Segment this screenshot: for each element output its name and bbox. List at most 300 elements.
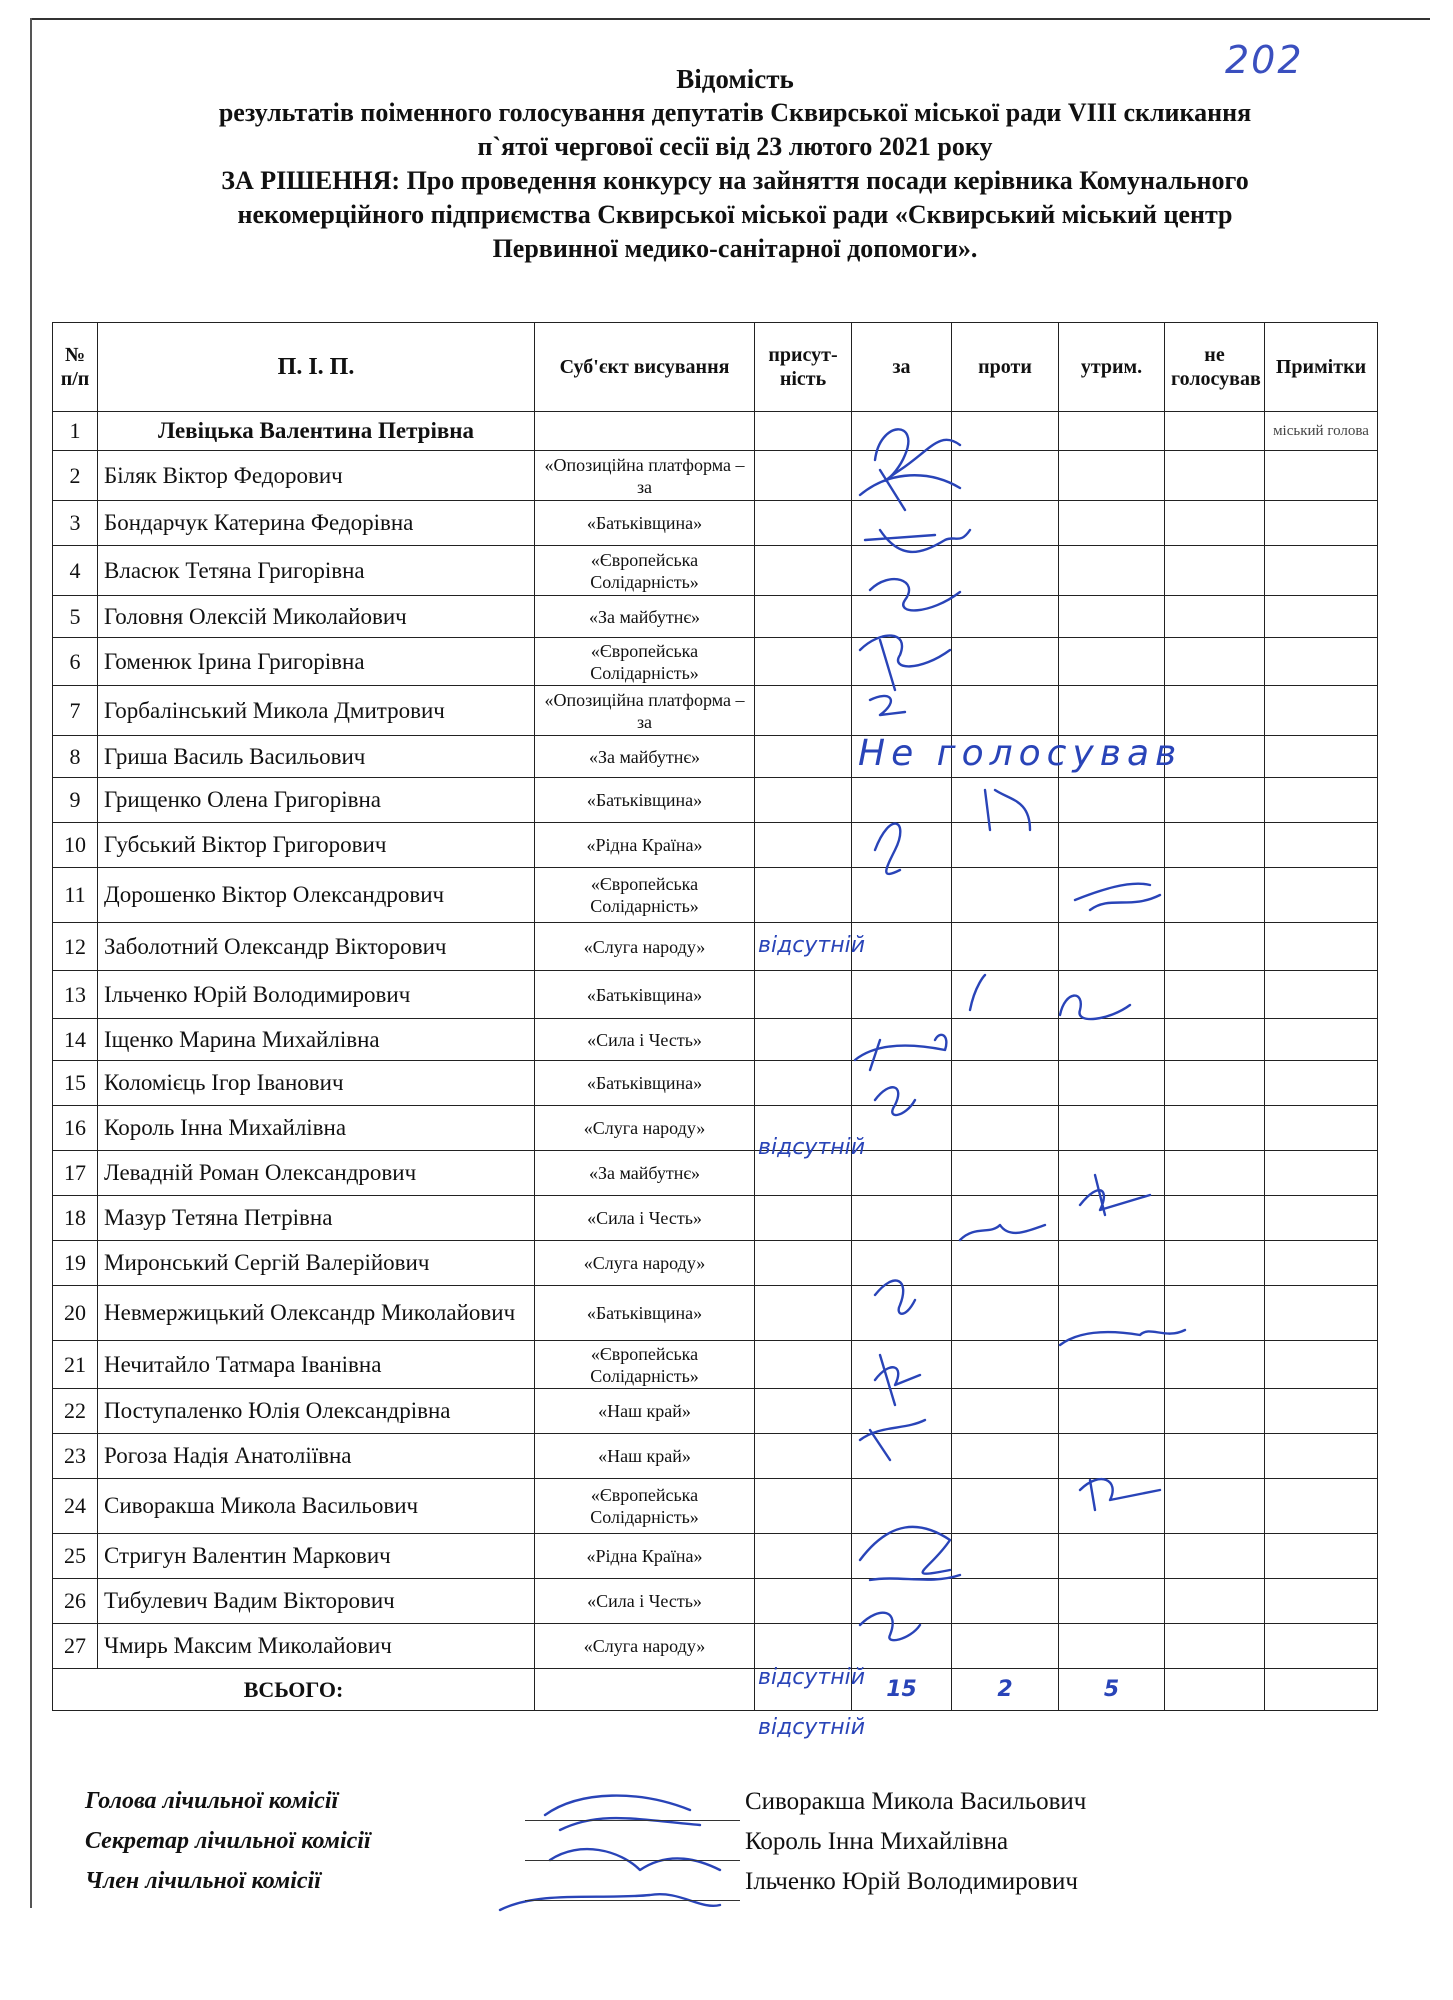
row-party: «Опозиційна платформа – за xyxy=(535,686,755,736)
row-num: 11 xyxy=(53,868,98,923)
row-za xyxy=(852,1389,952,1434)
row-num: 12 xyxy=(53,923,98,971)
table-row xyxy=(53,1624,1378,1669)
row-num: 14 xyxy=(53,1019,98,1061)
row-za xyxy=(852,1061,952,1106)
row-num: 22 xyxy=(53,1389,98,1434)
row-party: «Європейська Солідарність» xyxy=(535,546,755,596)
row-present xyxy=(755,1624,852,1669)
row-utrym xyxy=(1059,778,1165,823)
header-prymitky: Примітки xyxy=(1265,323,1378,412)
row-za xyxy=(852,923,952,971)
row-note xyxy=(1265,868,1378,923)
row-present xyxy=(755,546,852,596)
row-present xyxy=(755,1389,852,1434)
row-utrym xyxy=(1059,823,1165,868)
row-za xyxy=(852,501,952,546)
row-proty xyxy=(952,971,1059,1019)
table-row xyxy=(53,1579,1378,1624)
table-row xyxy=(53,971,1378,1019)
row-ne-golos xyxy=(1165,1019,1265,1061)
doc-subtitle: результатів поіменного голосування депутатів Сквирської міської ради VIII скликання xyxy=(218,98,1252,127)
row-num: 2 xyxy=(53,451,98,501)
table-row xyxy=(53,868,1378,923)
row-ne-golos xyxy=(1165,1241,1265,1286)
row-ne-golos xyxy=(1165,501,1265,546)
row-za xyxy=(852,1479,952,1534)
row-present xyxy=(755,1579,852,1624)
row-utrym xyxy=(1059,1479,1165,1534)
row-party: «Слуга народу» xyxy=(535,1241,755,1286)
row-note: міський голова xyxy=(1265,412,1378,451)
row-proty xyxy=(952,412,1059,451)
row-party xyxy=(535,412,755,451)
commission-role: Секретар лічильної комісії xyxy=(85,1828,371,1854)
table-row xyxy=(53,778,1378,823)
row-note xyxy=(1265,1389,1378,1434)
row-utrym xyxy=(1059,1286,1165,1341)
row-present xyxy=(755,638,852,686)
row-utrym xyxy=(1059,1434,1165,1479)
row-name: Власюк Тетяна Григорівна xyxy=(98,546,535,596)
table-row xyxy=(53,546,1378,596)
row-utrym xyxy=(1059,546,1165,596)
row-num: 10 xyxy=(53,823,98,868)
row-num: 23 xyxy=(53,1434,98,1479)
row-name: Ільченко Юрій Володимирович xyxy=(98,971,535,1019)
table-row xyxy=(53,1106,1378,1151)
header-present: присут-ність xyxy=(755,323,852,412)
row-name: Чмирь Максим Миколайович xyxy=(98,1624,535,1669)
signature-line xyxy=(525,1900,740,1901)
table-row xyxy=(53,923,1378,971)
table-row xyxy=(53,451,1378,501)
row-name: Біляк Віктор Федорович xyxy=(98,451,535,501)
row-present xyxy=(755,686,852,736)
row-party: «Слуга народу» xyxy=(535,1624,755,1669)
table-row xyxy=(53,1061,1378,1106)
row-utrym xyxy=(1059,1579,1165,1624)
row-note xyxy=(1265,638,1378,686)
row-num: 6 xyxy=(53,638,98,686)
row-ne-golos xyxy=(1165,923,1265,971)
row-present xyxy=(755,1434,852,1479)
row-za xyxy=(852,1286,952,1341)
header-proty: проти xyxy=(952,323,1059,412)
row-za xyxy=(852,451,952,501)
commission-role: Член лічильної комісії xyxy=(85,1868,321,1894)
row-name: Стригун Валентин Маркович xyxy=(98,1534,535,1579)
row-present xyxy=(755,868,852,923)
row-note xyxy=(1265,923,1378,971)
row-present xyxy=(755,501,852,546)
row-name: Губський Віктор Григорович xyxy=(98,823,535,868)
vote-table xyxy=(52,322,1378,1711)
row-present xyxy=(755,596,852,638)
row-note xyxy=(1265,1579,1378,1624)
row-name: Коломієць Ігор Іванович xyxy=(98,1061,535,1106)
row-za xyxy=(852,686,952,736)
row-ne-golos xyxy=(1165,778,1265,823)
row-za xyxy=(852,1434,952,1479)
row-party: «Сила і Честь» xyxy=(535,1019,755,1061)
row-ne-golos xyxy=(1165,1579,1265,1624)
row-za xyxy=(852,638,952,686)
row-name: Заболотний Олександр Вікторович xyxy=(98,923,535,971)
row-note xyxy=(1265,778,1378,823)
row-note xyxy=(1265,1019,1378,1061)
row-za xyxy=(852,1196,952,1241)
row-present xyxy=(755,971,852,1019)
row-utrym xyxy=(1059,451,1165,501)
row-num: 25 xyxy=(53,1534,98,1579)
row-za xyxy=(852,778,952,823)
row-note xyxy=(1265,1061,1378,1106)
row-name: Левадній Роман Олександрович xyxy=(98,1151,535,1196)
row-za xyxy=(852,823,952,868)
row-present xyxy=(755,1241,852,1286)
row-za xyxy=(852,1534,952,1579)
row-present xyxy=(755,1341,852,1389)
row-num: 17 xyxy=(53,1151,98,1196)
header-ne-golos: не голосував xyxy=(1165,323,1265,412)
handwritten-absent-11: відсутній xyxy=(758,933,866,958)
row-num: 21 xyxy=(53,1341,98,1389)
row-utrym xyxy=(1059,1389,1165,1434)
row-party: «Опозиційна платформа – за xyxy=(535,451,755,501)
table-row xyxy=(53,1241,1378,1286)
row-note xyxy=(1265,1106,1378,1151)
row-utrym xyxy=(1059,971,1165,1019)
row-party: «Батьківщина» xyxy=(535,1286,755,1341)
row-ne-golos xyxy=(1165,1106,1265,1151)
row-proty xyxy=(952,1534,1059,1579)
commission-person: Король Інна Михайлівна xyxy=(745,1828,1009,1855)
row-name: Дорошенко Віктор Олександрович xyxy=(98,868,535,923)
table-row xyxy=(53,686,1378,736)
row-party: «За майбутнє» xyxy=(535,596,755,638)
row-name: Мазур Тетяна Петрівна xyxy=(98,1196,535,1241)
total-proty: 2 xyxy=(952,1669,1059,1711)
row-ne-golos xyxy=(1165,1341,1265,1389)
row-utrym xyxy=(1059,1151,1165,1196)
row-note xyxy=(1265,1241,1378,1286)
table-header-row xyxy=(53,323,1378,412)
row-proty xyxy=(952,1151,1059,1196)
row-present xyxy=(755,1019,852,1061)
table-row xyxy=(53,596,1378,638)
row-present xyxy=(755,778,852,823)
row-party: «Сила і Честь» xyxy=(535,1579,755,1624)
row-num: 5 xyxy=(53,596,98,638)
row-name: Сиворакша Микола Васильович xyxy=(98,1479,535,1534)
row-proty xyxy=(952,1061,1059,1106)
row-note xyxy=(1265,596,1378,638)
row-za xyxy=(852,412,952,451)
row-proty xyxy=(952,638,1059,686)
table-row xyxy=(53,1389,1378,1434)
row-ne-golos xyxy=(1165,868,1265,923)
handwritten-absent-27: відсутній xyxy=(758,1715,866,1740)
row-proty xyxy=(952,1341,1059,1389)
row-note xyxy=(1265,1479,1378,1534)
row-party: «Сила і Честь» xyxy=(535,1196,755,1241)
row-present xyxy=(755,1061,852,1106)
row-num: 15 xyxy=(53,1061,98,1106)
row-num: 27 xyxy=(53,1624,98,1669)
row-proty xyxy=(952,1434,1059,1479)
row-ne-golos xyxy=(1165,1151,1265,1196)
header-num: № п/п xyxy=(53,323,98,412)
row-proty xyxy=(952,823,1059,868)
total-row xyxy=(53,1669,1378,1711)
commission-person: Ільченко Юрій Володимирович xyxy=(745,1868,1078,1895)
row-note xyxy=(1265,823,1378,868)
doc-decision-3: Первинної медико-санітарної допомоги». xyxy=(492,234,978,263)
row-za xyxy=(852,1579,952,1624)
row-ne-golos xyxy=(1165,1196,1265,1241)
row-name: Головня Олексій Миколайович xyxy=(98,596,535,638)
row-utrym xyxy=(1059,686,1165,736)
row-proty xyxy=(952,1019,1059,1061)
row-za xyxy=(852,1341,952,1389)
total-ne-golos xyxy=(1165,1669,1265,1711)
row-proty xyxy=(952,546,1059,596)
row-party: «Європейська Солідарність» xyxy=(535,868,755,923)
row-ne-golos xyxy=(1165,1434,1265,1479)
row-ne-golos xyxy=(1165,823,1265,868)
row-proty xyxy=(952,778,1059,823)
signature-line xyxy=(525,1820,740,1821)
row-party: «Наш край» xyxy=(535,1434,755,1479)
row-proty xyxy=(952,1241,1059,1286)
row-party: «Європейська Солідарність» xyxy=(535,1341,755,1389)
table-row xyxy=(53,1341,1378,1389)
row-party: «За майбутнє» xyxy=(535,1151,755,1196)
total-prymitky xyxy=(1265,1669,1378,1711)
row-num: 13 xyxy=(53,971,98,1019)
row-utrym xyxy=(1059,1061,1165,1106)
row-party: «Батьківщина» xyxy=(535,971,755,1019)
row-utrym xyxy=(1059,1534,1165,1579)
row-ne-golos xyxy=(1165,1389,1265,1434)
row-name: Тибулевич Вадим Вікторович xyxy=(98,1579,535,1624)
row-za xyxy=(852,596,952,638)
row-ne-golos xyxy=(1165,412,1265,451)
header-subject: Суб'єкт висування xyxy=(535,323,755,412)
row-present xyxy=(755,823,852,868)
row-proty xyxy=(952,596,1059,638)
row-utrym xyxy=(1059,1106,1165,1151)
row-num: 16 xyxy=(53,1106,98,1151)
doc-decision-1: ЗА РІШЕННЯ: Про проведення конкурсу на зайняття посади керівника Комунального xyxy=(221,166,1249,195)
commission-secretary xyxy=(85,1828,1385,1868)
table-row xyxy=(53,1479,1378,1534)
vote-table-body xyxy=(53,412,1378,1669)
doc-title: Відомість xyxy=(676,64,794,94)
row-party: «Батьківщина» xyxy=(535,778,755,823)
doc-decision-2: некомерційного підприємства Сквирської міської ради «Сквирський міський центр xyxy=(237,200,1233,229)
table-row xyxy=(53,501,1378,546)
commission-person: Сиворакша Микола Васильович xyxy=(745,1788,1087,1815)
row-name: Гриша Василь Васильович xyxy=(98,736,535,778)
row-note xyxy=(1265,1286,1378,1341)
row-present xyxy=(755,1286,852,1341)
header-utrym: утрим. xyxy=(1059,323,1165,412)
row-note xyxy=(1265,686,1378,736)
row-num: 18 xyxy=(53,1196,98,1241)
row-proty xyxy=(952,1624,1059,1669)
row-proty xyxy=(952,923,1059,971)
row-utrym xyxy=(1059,1341,1165,1389)
table-row xyxy=(53,1196,1378,1241)
row-utrym xyxy=(1059,923,1165,971)
total-utrym: 5 xyxy=(1059,1669,1165,1711)
table-row xyxy=(53,1534,1378,1579)
row-ne-golos xyxy=(1165,1534,1265,1579)
row-name: Бондарчук Катерина Федорівна xyxy=(98,501,535,546)
row-num: 9 xyxy=(53,778,98,823)
row-name: Поступаленко Юлія Олександрівна xyxy=(98,1389,535,1434)
row-ne-golos xyxy=(1165,971,1265,1019)
row-name: Левіцька Валентина Петрівна xyxy=(98,412,535,451)
row-za xyxy=(852,1624,952,1669)
row-num: 7 xyxy=(53,686,98,736)
total-label: ВСЬОГО: xyxy=(53,1669,535,1711)
doc-session: п`ятої чергової сесії від 23 лютого 2021 року xyxy=(477,132,993,161)
row-za xyxy=(852,1106,952,1151)
row-ne-golos xyxy=(1165,451,1265,501)
row-utrym xyxy=(1059,1196,1165,1241)
row-ne-golos xyxy=(1165,1624,1265,1669)
row-party: «Слуга народу» xyxy=(535,923,755,971)
header-pib: П. І. П. xyxy=(98,323,535,412)
row-name: Король Інна Михайлівна xyxy=(98,1106,535,1151)
row-utrym xyxy=(1059,868,1165,923)
table-row xyxy=(53,1151,1378,1196)
row-proty xyxy=(952,1196,1059,1241)
row-note xyxy=(1265,1151,1378,1196)
row-proty xyxy=(952,501,1059,546)
header-za: за xyxy=(852,323,952,412)
commission-chair xyxy=(85,1788,1385,1828)
row-note xyxy=(1265,1196,1378,1241)
row-proty xyxy=(952,1579,1059,1624)
row-party: «За майбутнє» xyxy=(535,736,755,778)
row-note xyxy=(1265,546,1378,596)
row-party: «Батьківщина» xyxy=(535,1061,755,1106)
row-party: «Батьківщина» xyxy=(535,501,755,546)
document-header xyxy=(60,62,1410,266)
row-note xyxy=(1265,1534,1378,1579)
row-ne-golos xyxy=(1165,1061,1265,1106)
row-utrym xyxy=(1059,1019,1165,1061)
row-present xyxy=(755,736,852,778)
row-num: 20 xyxy=(53,1286,98,1341)
row-num: 1 xyxy=(53,412,98,451)
commission-role: Голова лічильної комісії xyxy=(85,1788,339,1814)
row-ne-golos xyxy=(1165,546,1265,596)
row-note xyxy=(1265,1434,1378,1479)
row-proty xyxy=(952,868,1059,923)
row-utrym xyxy=(1059,412,1165,451)
row-present xyxy=(755,1534,852,1579)
row-za xyxy=(852,971,952,1019)
page-border-top xyxy=(30,18,1430,20)
row-name: Миронський Сергій Валерійович xyxy=(98,1241,535,1286)
row-name: Гоменюк Ірина Григорівна xyxy=(98,638,535,686)
row-utrym xyxy=(1059,501,1165,546)
handwritten-not-voted: Не голосував xyxy=(858,733,1183,774)
row-proty xyxy=(952,1479,1059,1534)
table-row xyxy=(53,1019,1378,1061)
row-ne-golos xyxy=(1165,1479,1265,1534)
row-note xyxy=(1265,1341,1378,1389)
row-za xyxy=(852,1241,952,1286)
row-name: Горбалінський Микола Дмитрович xyxy=(98,686,535,736)
table-row xyxy=(53,412,1378,451)
row-party: «Рідна Країна» xyxy=(535,1534,755,1579)
row-ne-golos xyxy=(1165,686,1265,736)
row-utrym xyxy=(1059,596,1165,638)
row-utrym xyxy=(1059,1624,1165,1669)
row-party: «Слуга народу» xyxy=(535,1106,755,1151)
table-row xyxy=(53,638,1378,686)
row-proty xyxy=(952,1286,1059,1341)
row-utrym xyxy=(1059,1241,1165,1286)
row-ne-golos xyxy=(1165,596,1265,638)
row-note xyxy=(1265,971,1378,1019)
row-note xyxy=(1265,451,1378,501)
row-name: Нечитайло Татмара Іванівна xyxy=(98,1341,535,1389)
table-row xyxy=(53,1286,1378,1341)
row-num: 4 xyxy=(53,546,98,596)
page-border-left xyxy=(30,18,32,1908)
row-za xyxy=(852,546,952,596)
signature-line xyxy=(525,1860,740,1861)
row-num: 19 xyxy=(53,1241,98,1286)
total-subject xyxy=(535,1669,755,1711)
commission-member xyxy=(85,1868,1385,1908)
row-utrym xyxy=(1059,638,1165,686)
row-num: 3 xyxy=(53,501,98,546)
row-ne-golos xyxy=(1165,1286,1265,1341)
row-note xyxy=(1265,501,1378,546)
row-name: Іщенко Марина Михайлівна xyxy=(98,1019,535,1061)
row-present xyxy=(755,451,852,501)
row-present xyxy=(755,1196,852,1241)
handwritten-absent-26: відсутній xyxy=(758,1665,866,1690)
page-number: 202 xyxy=(1225,38,1304,82)
row-za xyxy=(852,1151,952,1196)
handwritten-absent-15: відсутній xyxy=(758,1135,866,1160)
total-za: 15 xyxy=(852,1669,952,1711)
row-num: 8 xyxy=(53,736,98,778)
row-name: Невмержицький Олександр Миколайович xyxy=(98,1286,535,1341)
row-num: 26 xyxy=(53,1579,98,1624)
row-present xyxy=(755,1479,852,1534)
row-proty xyxy=(952,451,1059,501)
row-num: 24 xyxy=(53,1479,98,1534)
row-name: Рогоза Надія Анатоліївна xyxy=(98,1434,535,1479)
row-za xyxy=(852,868,952,923)
table-row xyxy=(53,1434,1378,1479)
row-proty xyxy=(952,1106,1059,1151)
table-row xyxy=(53,823,1378,868)
row-proty xyxy=(952,1389,1059,1434)
row-party: «Наш край» xyxy=(535,1389,755,1434)
row-party: «Європейська Солідарність» xyxy=(535,638,755,686)
